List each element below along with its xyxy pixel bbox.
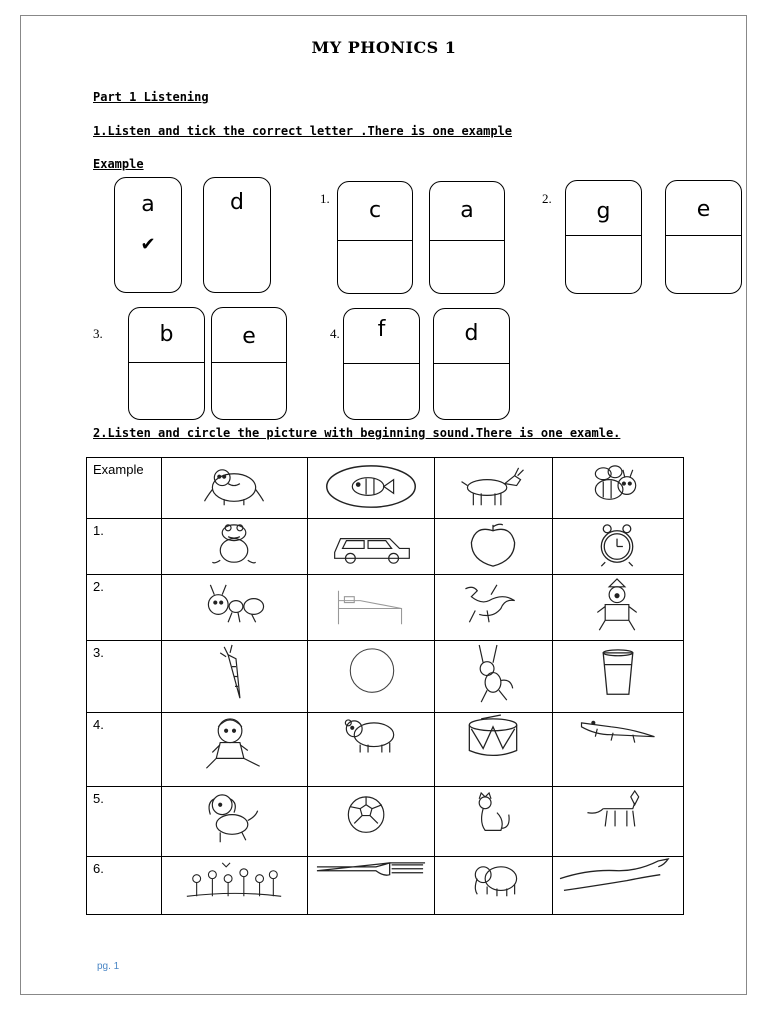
gorilla-icon bbox=[162, 458, 307, 518]
picture-cell[interactable] bbox=[435, 713, 553, 787]
item-number: 2. bbox=[542, 191, 552, 206]
cat-icon bbox=[435, 787, 552, 856]
card-letter: d bbox=[230, 190, 244, 215]
picture-cell[interactable] bbox=[435, 787, 553, 857]
example-card-a[interactable] bbox=[114, 177, 182, 293]
letter-card-e[interactable] bbox=[665, 180, 742, 294]
picture-cell[interactable] bbox=[435, 519, 553, 575]
picture-table bbox=[86, 457, 684, 915]
example-label: Example bbox=[93, 157, 144, 171]
circle-icon bbox=[308, 641, 434, 712]
table-row bbox=[87, 641, 684, 713]
card-divider bbox=[566, 235, 641, 236]
row-label: 5. bbox=[93, 791, 104, 806]
page-number: pg. 1 bbox=[97, 961, 120, 972]
apple-icon bbox=[435, 519, 552, 574]
row-label: 6. bbox=[93, 861, 104, 876]
arm-icon bbox=[553, 857, 683, 914]
letter-card-b[interactable] bbox=[128, 307, 205, 420]
picture-cell[interactable] bbox=[162, 787, 308, 857]
picture-cell[interactable] bbox=[162, 713, 308, 787]
row-label: 1. bbox=[93, 523, 104, 538]
drum-icon bbox=[435, 713, 552, 786]
card-divider bbox=[666, 235, 741, 236]
dog-icon bbox=[162, 787, 307, 856]
picture-cell[interactable] bbox=[308, 857, 435, 915]
row-label: Example bbox=[93, 462, 144, 477]
picture-cell[interactable] bbox=[308, 458, 435, 519]
row-label: 3. bbox=[93, 645, 104, 660]
picture-cell[interactable] bbox=[308, 641, 435, 713]
tick-mark: ✔ bbox=[140, 234, 156, 255]
elephant-icon bbox=[435, 857, 552, 914]
q1-instruction: 1.Listen and tick the correct letter .There is one example bbox=[93, 124, 513, 138]
card-divider bbox=[338, 240, 412, 241]
letter-card-a[interactable] bbox=[429, 181, 505, 294]
fox-icon bbox=[553, 787, 683, 856]
picture-cell[interactable] bbox=[553, 787, 684, 857]
picture-cell[interactable] bbox=[553, 458, 684, 519]
row-label-cell bbox=[87, 641, 162, 713]
picture-cell[interactable] bbox=[553, 641, 684, 713]
ant-icon bbox=[162, 575, 307, 640]
part1-heading: Part 1 Listening bbox=[93, 90, 209, 104]
card-letter: g bbox=[596, 199, 611, 224]
picture-cell[interactable] bbox=[435, 575, 553, 641]
card-letter: a bbox=[460, 198, 474, 223]
clock-icon bbox=[553, 519, 683, 574]
picture-cell[interactable] bbox=[553, 857, 684, 915]
letter-card-g[interactable] bbox=[565, 180, 642, 294]
picture-cell[interactable] bbox=[308, 575, 435, 641]
card-divider bbox=[430, 240, 504, 241]
frog-icon bbox=[162, 519, 307, 574]
card-divider bbox=[344, 363, 419, 364]
picture-cell[interactable] bbox=[553, 713, 684, 787]
item-number: 4. bbox=[330, 326, 340, 341]
picture-cell[interactable] bbox=[435, 857, 553, 915]
item-number: 1. bbox=[320, 191, 330, 206]
letter-card-c[interactable] bbox=[337, 181, 413, 294]
card-letter: a bbox=[141, 192, 155, 217]
row-label-cell bbox=[87, 713, 162, 787]
picture-cell[interactable] bbox=[162, 519, 308, 575]
row-label: 2. bbox=[93, 579, 104, 594]
picture-cell[interactable] bbox=[435, 458, 553, 519]
picture-cell[interactable] bbox=[162, 641, 308, 713]
table-row bbox=[87, 458, 684, 519]
picture-cell[interactable] bbox=[162, 857, 308, 915]
card-divider bbox=[434, 363, 509, 364]
crocodile-icon bbox=[553, 713, 683, 786]
letter-card-e[interactable] bbox=[211, 307, 287, 420]
q2-instruction: 2.Listen and circle the picture with beginning sound.There is one examle. bbox=[93, 426, 621, 440]
monkey-icon bbox=[435, 641, 552, 712]
card-letter: f bbox=[377, 317, 386, 342]
row-label-cell bbox=[87, 519, 162, 575]
fish-icon bbox=[308, 458, 434, 518]
row-label: 4. bbox=[93, 717, 104, 732]
table-row bbox=[87, 857, 684, 915]
table-row bbox=[87, 713, 684, 787]
clown-icon bbox=[553, 575, 683, 640]
table-row bbox=[87, 575, 684, 641]
table-row bbox=[87, 519, 684, 575]
carrot-icon bbox=[162, 641, 307, 712]
page-title: MY PHONICS 1 bbox=[311, 38, 457, 57]
row-label-cell bbox=[87, 787, 162, 857]
picture-cell[interactable] bbox=[162, 575, 308, 641]
bear-icon bbox=[308, 713, 434, 786]
card-divider bbox=[212, 362, 286, 363]
picture-cell[interactable] bbox=[435, 641, 553, 713]
row-label-cell bbox=[87, 458, 162, 519]
flowers-icon bbox=[162, 857, 307, 914]
example-card-d[interactable] bbox=[203, 177, 271, 293]
card-divider bbox=[129, 362, 204, 363]
letter-card-f[interactable] bbox=[343, 308, 420, 420]
fork-icon bbox=[308, 857, 434, 914]
doll-icon bbox=[162, 713, 307, 786]
card-letter: e bbox=[242, 324, 256, 349]
table-row bbox=[87, 787, 684, 857]
picture-cell[interactable] bbox=[308, 519, 435, 575]
item-number: 3. bbox=[93, 326, 103, 341]
card-letter: d bbox=[464, 321, 479, 346]
car-icon bbox=[308, 519, 434, 574]
picture-cell[interactable] bbox=[308, 787, 435, 857]
picture-cell[interactable] bbox=[553, 519, 684, 575]
ball-icon bbox=[308, 787, 434, 856]
glass-icon bbox=[553, 641, 683, 712]
picture-cell[interactable] bbox=[308, 713, 435, 787]
bee-icon bbox=[553, 458, 683, 518]
bed-icon bbox=[308, 575, 434, 640]
picture-cell[interactable] bbox=[162, 458, 308, 519]
goat-icon bbox=[435, 458, 552, 518]
row-label-cell bbox=[87, 575, 162, 641]
dragon-icon bbox=[435, 575, 552, 640]
card-letter: b bbox=[159, 322, 174, 347]
picture-cell[interactable] bbox=[553, 575, 684, 641]
letter-card-d[interactable] bbox=[433, 308, 510, 420]
row-label-cell bbox=[87, 857, 162, 915]
card-letter: c bbox=[368, 198, 382, 223]
card-letter: e bbox=[696, 197, 711, 222]
